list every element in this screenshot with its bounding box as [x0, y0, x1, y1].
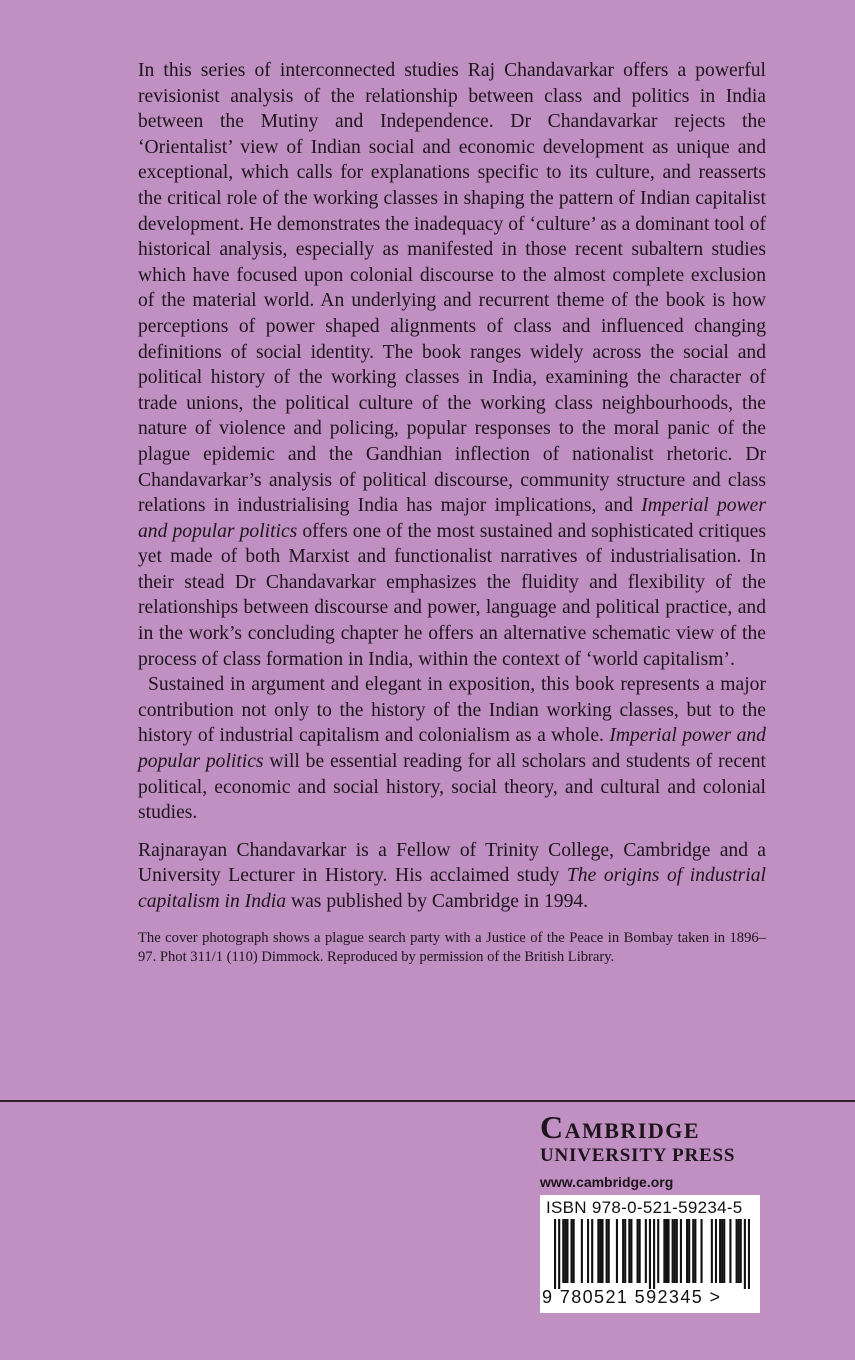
barcode-bar [680, 1219, 682, 1283]
publisher-division: UNIVERSITY PRESS [540, 1145, 736, 1166]
book-title: Imperial power and popular politics [138, 495, 766, 542]
barcode-bar [599, 1219, 601, 1283]
barcode-bar [571, 1219, 573, 1283]
barcode-bar [723, 1219, 725, 1283]
author-bio-text-cont: was published by Cambridge in 1994. [286, 891, 589, 912]
barcode-bar [657, 1219, 659, 1283]
barcode-bar [566, 1219, 568, 1283]
evaluation-text-cont: will be essential reading for all scholars and students of recent political, economic and social history, social theory, and cultural and colonial studies. [138, 751, 766, 824]
barcode-bar [562, 1219, 564, 1283]
barcode-bar [637, 1219, 639, 1283]
barcode-bar [649, 1219, 651, 1289]
evaluation-text: Sustained in argument and elegant in exposition, this book represents a major contribution not only to the history of the Indian working classes, but to the history of industrial capitalism and colonialism as a whole. [138, 674, 766, 747]
barcode-bar [558, 1219, 560, 1289]
photo-credit: The cover photograph shows a plague search party with a Justice of the Peace in Bombay taken in 1896–97. Phot 311/1 (110) Dimmock. Reproduced by permission of the British Library. [138, 929, 766, 966]
divider-rule [0, 1100, 855, 1102]
barcode-bar [711, 1219, 713, 1283]
barcode-bar [597, 1219, 599, 1283]
barcode-bar [628, 1219, 630, 1283]
previous-book-title: The origins of industrial capitalism in India [138, 865, 766, 912]
barcode-bar [744, 1219, 746, 1289]
isbn-barcode [540, 1195, 760, 1313]
barcode-bar [736, 1219, 738, 1283]
barcode-bar [622, 1219, 624, 1283]
barcode-bar [721, 1219, 723, 1283]
barcode-bar [738, 1219, 740, 1283]
publisher-url[interactable]: www.cambridge.org [540, 1174, 674, 1190]
barcode-bar [653, 1219, 655, 1289]
isbn-label: ISBN 978-0-521-59234-5 [546, 1198, 743, 1217]
author-bio [138, 838, 766, 915]
barcode-bar [587, 1219, 589, 1283]
barcode-bar [606, 1219, 608, 1283]
barcode-bar [729, 1219, 731, 1283]
book-title-2: Imperial power and popular politics [138, 725, 766, 773]
barcode-bar [719, 1219, 721, 1283]
barcode-bar [581, 1219, 583, 1283]
back-cover-blurb [138, 58, 766, 968]
barcode-bar [694, 1219, 696, 1283]
barcode-bar [676, 1219, 678, 1283]
barcode-bar [645, 1219, 647, 1283]
barcode-bar [715, 1219, 717, 1283]
barcode-bar [624, 1219, 626, 1283]
barcode-bars [554, 1219, 750, 1289]
barcode-bar [663, 1219, 665, 1283]
description-paragraph [138, 58, 766, 672]
barcode-bar [667, 1219, 669, 1283]
barcode-bar [564, 1219, 566, 1283]
barcode-bar [692, 1219, 694, 1283]
description-text: In this series of interconnected studies Raj Chandavarkar offers a powerful revisionist analysis of the relationship between class and politics in India between the Mutiny and Independence. Dr Chandavarkar rejects the ‘Orientalist’ view of Indian social and economic development as unique and exceptional, which calls for explanations specific to its culture, and reasserts the critical role of the working classes in shaping the pattern of Indian capitalist development. He demonstrates the inadequacy of ‘culture’ as a dominant tool of historical analysis, especially as manifested in those recent subaltern studies which have focused upon colonial discourse to the almost complete exclusion of the material world. An underlying and recurrent theme of the book is how perceptions of power shaped alignments of class and influenced changing definitions of social identity. The book ranges widely across the social and political history of the working classes in India, examining the character of trade unions, the political culture of the working class neighbourhoods, the nature of violence and policing, popular responses to the moral panic of the plague epidemic and the Gandhian inflection of nationalist rhetoric. Dr Chandavarkar’s analysis of political discourse, community structure and class relations in industrialising India has major implications, and [138, 60, 766, 517]
barcode-bar [665, 1219, 667, 1283]
barcode-bar [639, 1219, 641, 1283]
publisher-logo [540, 1110, 765, 1191]
barcode-bar [700, 1219, 702, 1283]
barcode-bar [748, 1219, 750, 1289]
barcode-bar [688, 1219, 690, 1283]
publisher-name: Cambridge [540, 1109, 701, 1145]
barcode-bar [573, 1219, 575, 1283]
barcode-digits: 9 780521 592345 > [542, 1287, 722, 1307]
barcode-bar [740, 1219, 742, 1283]
description-text-cont: offers one of the most sustained and sophisticated critiques yet made of both Marxist and functionalist narratives of industrialisation. In their stead Dr Chandavarkar emphasizes the fluidity and flexibility of the relationships between discourse and power, language and political practice, and in the work’s concluding chapter he offers an alternative schematic view of the process of class formation in India, within the context of ‘world capitalism’. [138, 520, 766, 670]
barcode-bar [686, 1219, 688, 1283]
evaluation-paragraph [138, 672, 766, 826]
barcode-bar [616, 1219, 618, 1283]
barcode-bar [591, 1219, 593, 1283]
barcode-bar [601, 1219, 603, 1283]
barcode-bar [672, 1219, 674, 1283]
barcode-bar [674, 1219, 676, 1283]
barcode-bar [554, 1219, 556, 1289]
author-bio-text: Rajnarayan Chandavarkar is a Fellow of Trinity College, Cambridge and a University Lecturer in History. His acclaimed study [138, 839, 766, 887]
barcode-bar [630, 1219, 632, 1283]
barcode-bar [608, 1219, 610, 1283]
